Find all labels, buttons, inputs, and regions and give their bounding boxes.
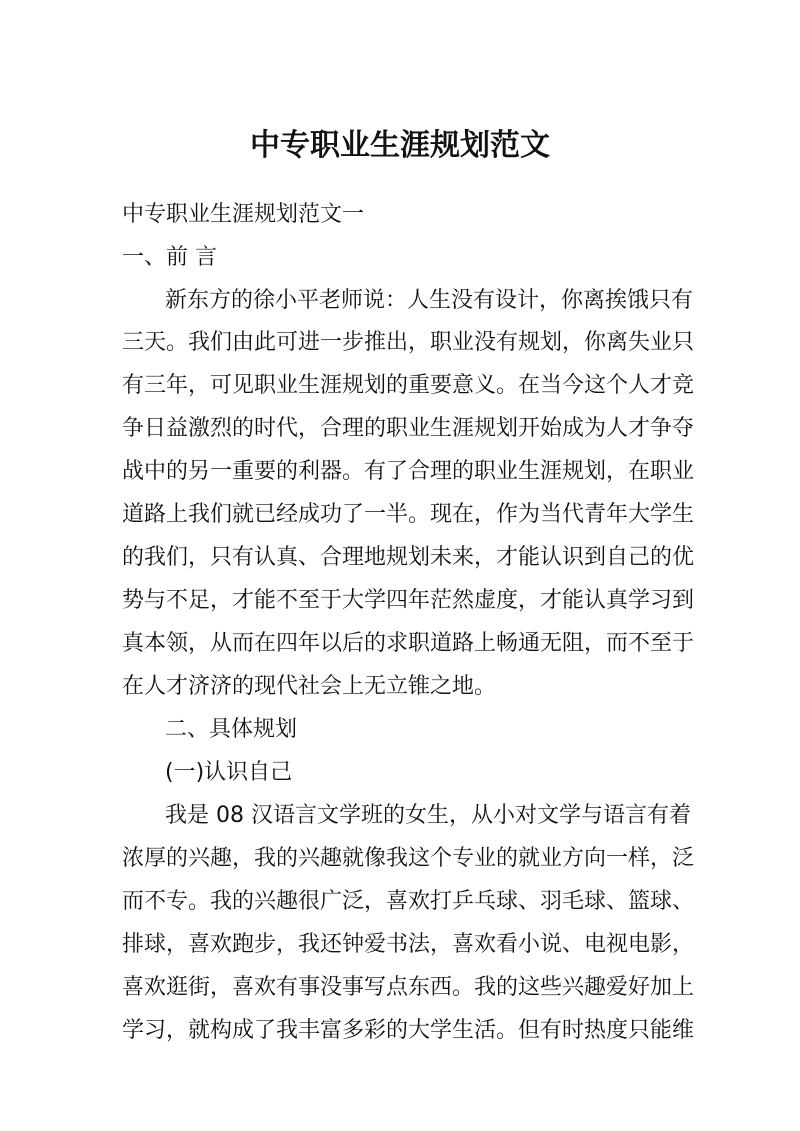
paragraph-line: 道路上我们就已经成功了一半。现在，作为当代青年大学生: [122, 502, 695, 527]
subsection-heading-know-yourself: (一)认识自己: [165, 760, 293, 785]
section-heading-preface: 一、前 言: [122, 245, 217, 270]
document-title: 中专职业生涯规划范文: [250, 128, 550, 163]
paragraph-line: 学习，就构成了我丰富多彩的大学生活。但有时热度只能维: [122, 1018, 695, 1043]
paragraph-line: 的我们，只有认真、合理地规划未来，才能认识到自己的优: [122, 545, 695, 570]
paragraph-line: 喜欢逛街，喜欢有事没事写点东西。我的这些兴趣爱好加上: [122, 975, 695, 1000]
paragraph-line: 战中的另一重要的利器。有了合理的职业生涯规划，在职业: [122, 459, 695, 484]
paragraph-line: 排球，喜欢跑步，我还钟爱书法，喜欢看小说、电视电影，: [122, 932, 695, 957]
paragraph-line: 争日益激烈的时代，合理的职业生涯规划开始成为人才争夺: [122, 416, 695, 441]
paragraph-line: 浓厚的兴趣，我的兴趣就像我这个专业的就业方向一样，泛: [122, 846, 695, 871]
paragraph-line: 有三年，可见职业生涯规划的重要意义。在当今这个人才竞: [122, 373, 695, 398]
paragraph-line: 新东方的徐小平老师说：人生没有设计，你离挨饿只有: [165, 288, 694, 313]
paragraph-line: 势与不足，才能不至于大学四年茫然虚度，才能认真学习到: [122, 588, 695, 613]
paragraph-line: 三天。我们由此可进一步推出，职业没有规划，你离失业只: [122, 330, 695, 355]
paragraph-line: 在人才济济的现代社会上无立锥之地。: [122, 674, 497, 699]
section-heading-plan: 二、具体规划: [165, 717, 298, 742]
paragraph-line: 而不专。我的兴趣很广泛，喜欢打乒乓球、羽毛球、篮球、: [122, 889, 695, 914]
paragraph-line: 我是 08 汉语言文学班的女生，从小对文学与语言有着: [165, 803, 691, 828]
paragraph-line: 真本领，从而在四年以后的求职道路上畅通无阻，而不至于: [122, 631, 695, 656]
document-subtitle: 中专职业生涯规划范文一: [122, 202, 365, 227]
